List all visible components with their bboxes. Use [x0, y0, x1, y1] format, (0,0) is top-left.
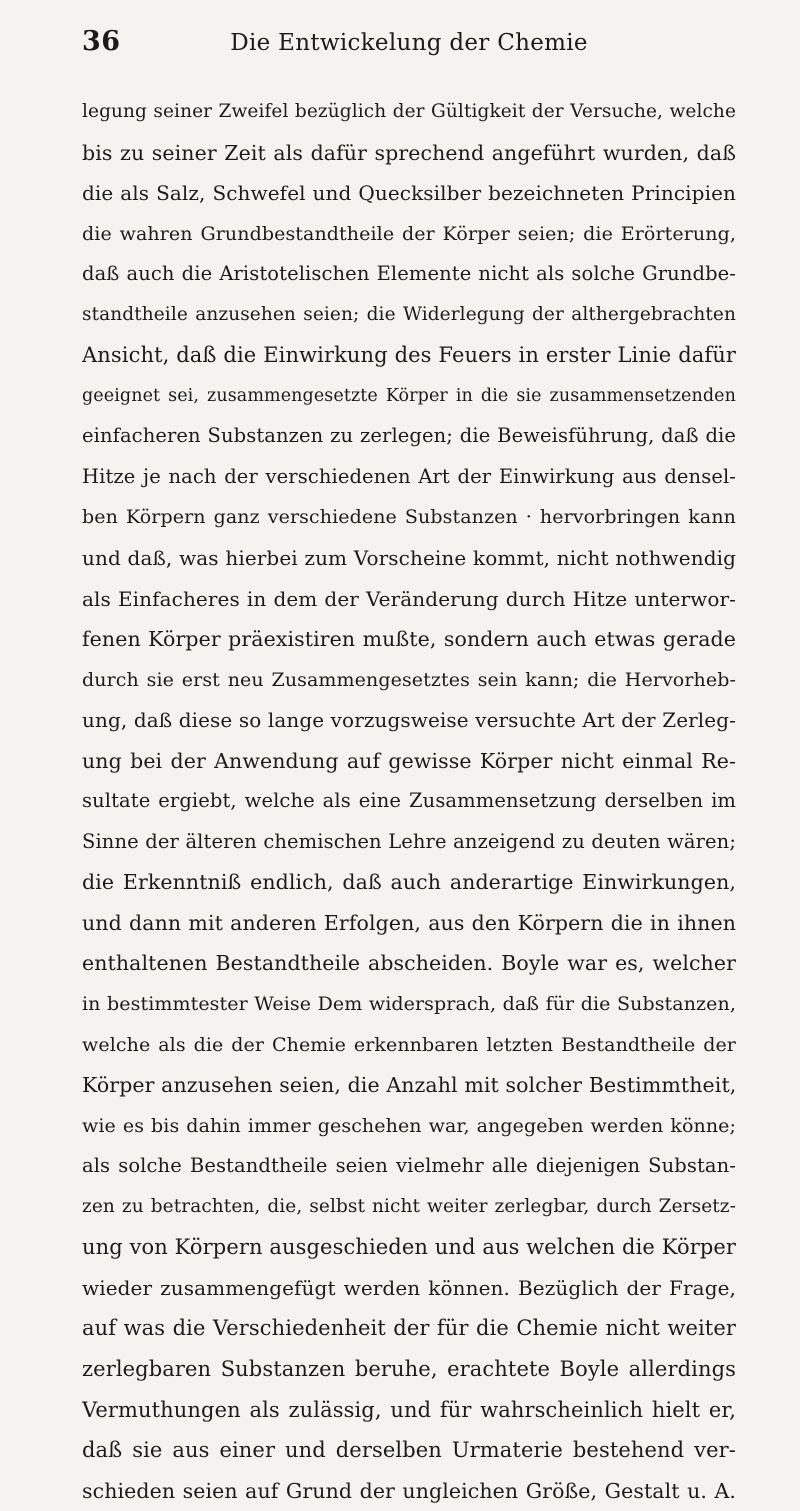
- text-line: und daß, was hierbei zum Vorscheine kommt, nicht nothwendig: [82, 546, 736, 571]
- text-line: und dann mit anderen Erfolgen, aus den Körpern die in ihnen: [82, 910, 736, 935]
- text-line: auf was die Verschiedenheit der für die Chemie nicht weiter: [82, 1316, 736, 1341]
- text-line: Sinne der älteren chemischen Lehre anzeigend zu deuten wären;: [82, 829, 736, 853]
- text-line: Hitze je nach der verschiedenen Art der Einwirkung aus densel-: [82, 464, 736, 488]
- text-line: Körper anzusehen seien, die Anzahl mit solcher Bestimmtheit,: [82, 1073, 736, 1098]
- text-line: enthaltenen Bestandtheile abscheiden. Boyle war es, welcher: [82, 951, 736, 976]
- text-line: als solche Bestandtheile seien vielmehr alle diejenigen Substan-: [82, 1154, 736, 1178]
- text-line: daß sie aus einer und derselben Urmaterie bestehend ver-: [82, 1438, 736, 1463]
- text-line: einfacheren Substanzen zu zerlegen; die Beweisführung, daß die: [82, 424, 736, 448]
- text-line: welche als die der Chemie erkennbaren letzten Bestandtheile der: [82, 1033, 736, 1056]
- text-line: Vermuthungen als zulässig, und für wahrscheinlich hielt er,: [82, 1397, 736, 1422]
- text-line: ung von Körpern ausgeschieden und aus welchen die Körper: [82, 1235, 736, 1260]
- running-title: Die Entwickelung der Chemie: [230, 30, 588, 56]
- text-line: Ansicht, daß die Einwirkung des Feuers in erster Linie dafür: [82, 343, 736, 368]
- text-line: wieder zusammengefügt werden können. Bezüglich der Frage,: [82, 1275, 736, 1300]
- text-line: zen zu betrachten, die, selbst nicht weiter zerlegbar, durch Zersetz-: [82, 1195, 736, 1217]
- text-line: die wahren Grundbestandtheile der Körper seien; die Erörterung,: [82, 222, 736, 245]
- text-line: geeignet sei, zusammengesetzte Körper in die sie zusammensetzenden: [82, 385, 736, 406]
- text-line: die als Salz, Schwefel und Quecksilber bezeichneten Principien: [82, 181, 736, 206]
- text-line: daß auch die Aristotelischen Elemente nicht als solche Grundbe-: [82, 262, 736, 286]
- text-line: standtheile anzusehen seien; die Widerlegung der althergebrachten: [82, 303, 736, 325]
- text-line: fenen Körper präexistiren mußte, sondern auch etwas gerade: [82, 627, 736, 652]
- text-line: sultate ergiebt, welche als eine Zusammensetzung derselben im: [82, 789, 736, 813]
- text-line: bis zu seiner Zeit als dafür sprechend angeführt wurden, daß: [82, 140, 736, 165]
- page-header: [82, 22, 736, 62]
- text-line: ung, daß diese so lange vorzugsweise versuchte Art der Zerleg-: [82, 708, 736, 733]
- text-line: in bestimmtester Weise Dem widersprach, daß für die Substanzen,: [82, 993, 736, 1016]
- text-line: ben Körpern ganz verschiedene Substanzen · hervorbringen kann: [82, 506, 736, 529]
- text-line: legung seiner Zweifel bezüglich der Gültigkeit der Versuche, welche: [82, 101, 736, 122]
- body-text: [82, 92, 736, 1511]
- page-number: 36: [82, 26, 121, 57]
- text-line: als Einfacheres in dem der Veränderung durch Hitze unterwor-: [82, 586, 736, 611]
- text-line: ung bei der Anwendung auf gewisse Körper nicht einmal Re-: [82, 748, 736, 773]
- text-line: die Erkenntniß endlich, daß auch anderartige Einwirkungen,: [82, 870, 736, 895]
- text-line: wie es bis dahin immer geschehen war, angegeben werden könne;: [82, 1114, 736, 1137]
- text-line: zerlegbaren Substanzen beruhe, erachtete Boyle allerdings: [82, 1356, 736, 1381]
- text-line: schieden seien auf Grund der ungleichen Größe, Gestalt u. A.: [82, 1478, 736, 1503]
- text-line: durch sie erst neu Zusammengesetztes sein kann; die Hervorheb-: [82, 668, 736, 691]
